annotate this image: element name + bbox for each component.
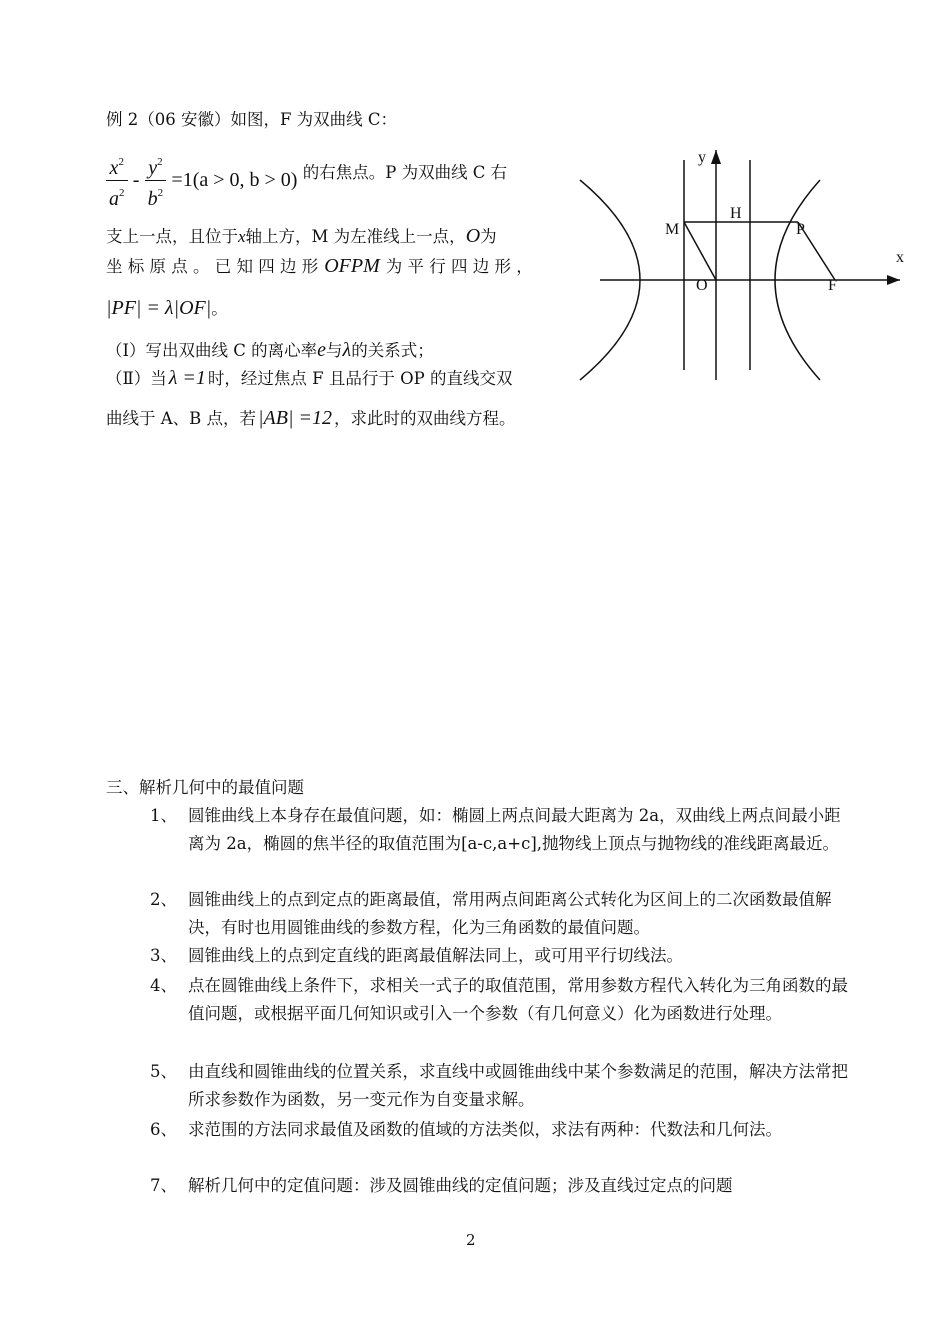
list-item: 2、 圆锥曲线上的点到定点的距离最值，常用两点间距离公式转化为区间上的二次函数最值解决，有时也用圆锥曲线的参数方程，化为三角函数的最值问题。 [150, 890, 832, 937]
label-h: H [730, 205, 742, 222]
equation-rest: =1(a > 0, b > 0) [171, 169, 298, 191]
fraction-y2-b2: $\frac{y^2}{b^2}$ [145, 150, 167, 211]
list-item: 4、 点在圆锥曲线上条件下，求相关一式子的取值范围，常用参数方程代入转化为三角函数的最值问题，或根据平面几何知识或引入一个参数（有几何意义）化为函数进行处理。 [150, 976, 848, 1023]
list-item: 5、 由直线和圆锥曲线的位置关系，求直线中或圆锥曲线中某个参数满足的范围，解决方法常把所求参数作为函数，另一变元作为自变量求解。 [150, 1062, 848, 1109]
fraction-x2-a2: $\frac{x^2}{a^2}$ [106, 150, 128, 211]
list-item: 7、 解析几何中的定值问题：涉及圆锥曲线的定值问题；涉及直线过定点的问题 [150, 1176, 733, 1195]
x-axis-arrow [887, 275, 900, 285]
label-x: x [896, 249, 904, 266]
line2-suffix: 的右焦点。P 为双曲线 C 右 [302, 162, 508, 182]
list-item: 1、 圆锥曲线上本身存在最值问题，如：椭圆上两点间最大距离为 2a，双曲线上两点间最小距离为 2a，椭圆的焦半径的取值范围为[a-c,a+c],抛物线上顶点与抛物线的准线距离最近。 [150, 806, 841, 853]
list-item: 6、 求范围的方法同求最值及函数的值域的方法类似，求法有两种：代数法和几何法。 [150, 1120, 782, 1139]
hyperbola-figure [570, 140, 910, 390]
example-line4: 坐 标 原 点 。 已 知 四 边 形 OFPM 为 平 行 四 边 形 ， [106, 255, 533, 277]
page-number: 2 [466, 1231, 476, 1249]
y-axis-arrow [711, 150, 721, 164]
question-2: （Ⅱ）当 λ =1 时，经过焦点 F 且品行于 OP 的直线交双 [106, 367, 513, 389]
segment-mo [684, 222, 716, 280]
example-intro: 例 2（06 安徽）如图，F 为双曲线 C： [106, 110, 398, 129]
hyperbola-equation-line [106, 150, 507, 211]
question-2-cont: 曲线于 A、B 点，若 |AB| =12 ，求此时的双曲线方程。 [106, 407, 516, 429]
section-title: 三、解析几何中的最值问题 [106, 778, 304, 797]
label-m: M [665, 221, 680, 238]
example-line3: 支上一点，且位于x轴上方，M 为左准线上一点，O为 [106, 225, 497, 247]
label-f: F [828, 277, 837, 294]
example-line5: |PF| = λ|OF|。 [106, 297, 228, 319]
label-o: O [696, 277, 708, 294]
label-y: y [698, 149, 706, 166]
minus-sign: - [132, 169, 140, 191]
question-1: （Ⅰ）写出双曲线 C 的离心率e与λ的关系式； [106, 339, 434, 361]
label-p: P [796, 221, 805, 238]
list-item: 3、 圆锥曲线上的点到定直线的距离最值解法同上，或可用平行切线法。 [150, 946, 683, 965]
